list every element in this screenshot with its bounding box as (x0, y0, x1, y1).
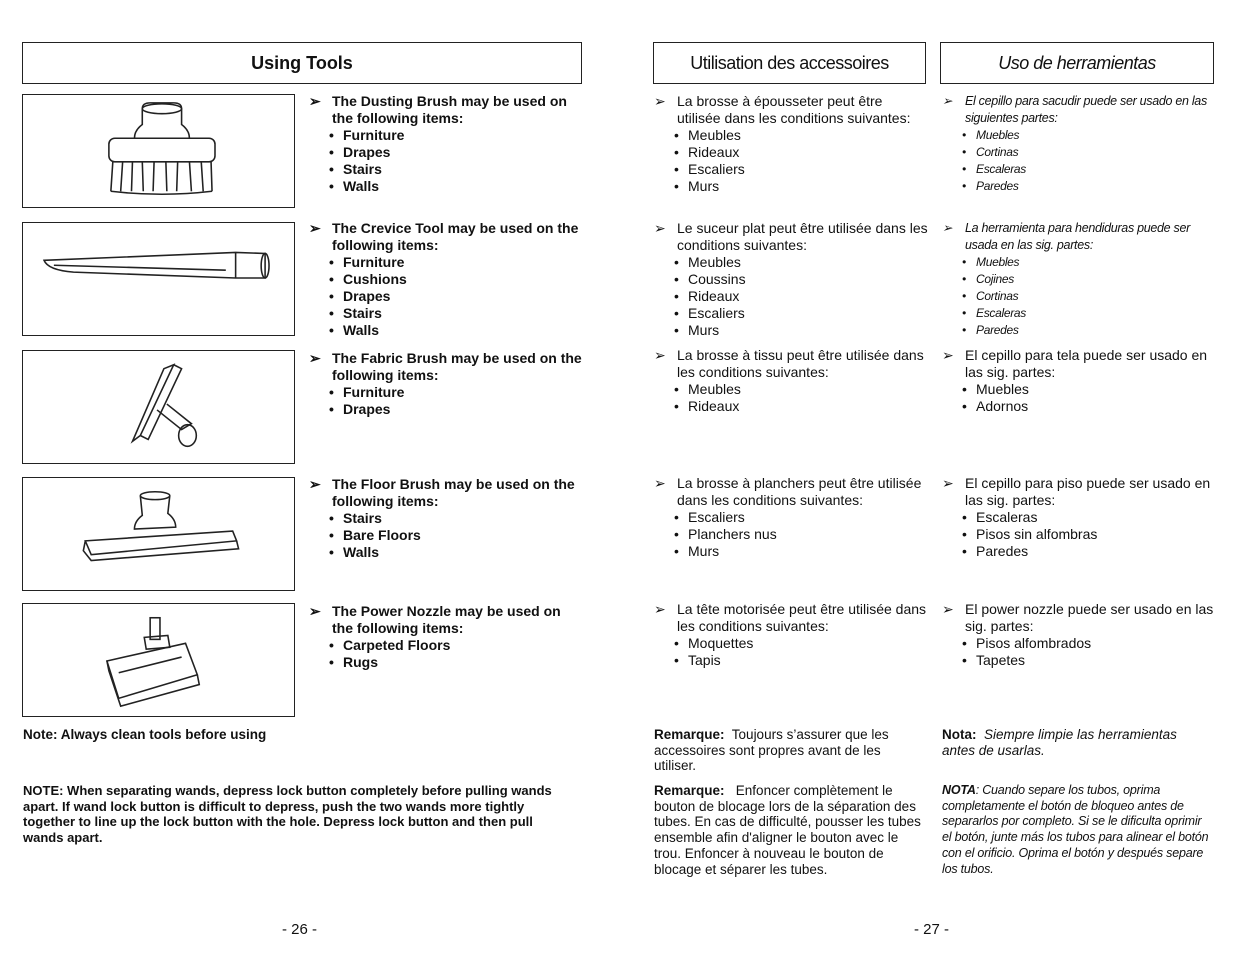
list-item: • Planchers nus (674, 526, 929, 543)
arrow-icon: ➢ (654, 220, 666, 236)
arrow-icon: ➢ (309, 603, 321, 619)
note-wand-es (942, 783, 1210, 877)
text: Nota: (942, 727, 977, 742)
crevice-tool-en (309, 220, 584, 339)
list-item: • Escaliers (674, 161, 929, 178)
arrow-icon: ➢ (309, 93, 321, 109)
text: Remarque: (654, 783, 725, 798)
dusting-brush-fr (654, 93, 929, 195)
list-item: • Cojines (962, 271, 1214, 288)
dusting-brush-image (22, 94, 295, 208)
floor-brush-fr (654, 475, 929, 560)
list-item: • Escaliers (674, 509, 929, 526)
text: El cepillo para piso puede ser usado en las sig. partes: (965, 475, 1211, 508)
list-item: • Paredes (962, 543, 1214, 560)
text: Enfoncer complètement le bouton de blocage lors de la séparation des tubes. En cas de difficulté, pousser les tubes ensemble afin d'aligner le bouton avec le trou. Enfoncer à nouveau le bouton de blocage et séparer les tubes. (654, 783, 921, 877)
note-clean-fr (654, 727, 904, 774)
dusting-brush-icon (23, 95, 294, 207)
crevice-tool-fr (654, 220, 929, 339)
list-item: • Rugs (329, 654, 584, 671)
arrow-icon: ➢ (654, 93, 666, 109)
list-item: • Moquettes (674, 635, 929, 652)
crevice-tool-image (22, 222, 295, 336)
list-item: • Murs (674, 178, 929, 195)
power-nozzle-icon (23, 604, 294, 716)
list-item: • Escaleras (962, 509, 1214, 526)
power-nozzle-es (942, 601, 1214, 669)
floor-brush-icon (23, 478, 294, 590)
fabric-brush-fr (654, 347, 929, 415)
arrow-icon: ➢ (309, 350, 321, 366)
list-item: • Furniture (329, 254, 584, 271)
text: Toujours s’assurer que les accessoires sont propres avant de les utiliser. (654, 727, 889, 774)
text: NOTA (942, 783, 976, 797)
arrow-icon: ➢ (309, 476, 321, 492)
fabric-brush-image (22, 350, 295, 464)
power-nozzle-image (22, 603, 295, 717)
text: The Dusting Brush may be used on the following items: (332, 93, 567, 126)
header-fr: Utilisation des accessoires (653, 42, 926, 84)
list-item: • Drapes (329, 144, 584, 161)
list-item: • Tapetes (962, 652, 1214, 669)
list-item: • Escaleras (962, 161, 1214, 178)
dusting-brush-es (942, 93, 1214, 195)
text: La brosse à épousseter peut être utilisée dans les conditions suivantes: (677, 93, 911, 126)
text: La herramienta para hendiduras puede ser usada en las sig. partes: (965, 221, 1190, 252)
list-item: • Cushions (329, 271, 584, 288)
crevice-tool-icon (23, 223, 294, 335)
floor-brush-es (942, 475, 1214, 560)
text: El cepillo para sacudir puede ser usado en las siguientes partes: (965, 94, 1207, 125)
list-item: • Stairs (329, 305, 584, 322)
header-en: Using Tools (22, 42, 582, 84)
list-item: • Rideaux (674, 288, 929, 305)
list-item: • Furniture (329, 384, 584, 401)
list-item: • Walls (329, 322, 584, 339)
note-wand-fr (654, 783, 922, 877)
list-item: • Meubles (674, 254, 929, 271)
list-item: • Muebles (962, 381, 1214, 398)
list-item: • Escaleras (962, 305, 1214, 322)
list-item: • Murs (674, 322, 929, 339)
text: Remarque: (654, 727, 725, 742)
floor-brush-image (22, 477, 295, 591)
list-item: • Coussins (674, 271, 929, 288)
list-item: • Drapes (329, 288, 584, 305)
arrow-icon: ➢ (654, 475, 666, 491)
fabric-brush-icon (23, 351, 294, 463)
list-item: • Stairs (329, 161, 584, 178)
list-item: • Bare Floors (329, 527, 584, 544)
list-item: • Drapes (329, 401, 584, 418)
text: The Floor Brush may be used on the following items: (332, 476, 575, 509)
list-item: • Walls (329, 544, 584, 561)
text: Siempre limpie las herramientas antes de usarlas. (942, 727, 1177, 758)
fabric-brush-es (942, 347, 1214, 415)
list-item: • Murs (674, 543, 929, 560)
arrow-icon: ➢ (942, 221, 953, 235)
list-item: • Cortinas (962, 144, 1214, 161)
text: La brosse à planchers peut être utilisée dans les conditions suivantes: (677, 475, 922, 508)
text: Le suceur plat peut être utilisée dans les conditions suivantes: (677, 220, 928, 253)
list-item: • Pisos alfombrados (962, 635, 1214, 652)
arrow-icon: ➢ (654, 601, 666, 617)
list-item: • Furniture (329, 127, 584, 144)
floor-brush-en (309, 476, 584, 561)
list-item: • Adornos (962, 398, 1214, 415)
page-number-right: - 27 - (914, 921, 950, 938)
list-item: • Rideaux (674, 144, 929, 161)
note-wand-en: NOTE: When separating wands, depress lock button completely before pulling wands apart. If wand lock button is difficult to depress, push the two wands more tightly together to line up the lock button with the hole. Depress lock button and then pull wands apart. (23, 783, 552, 846)
list-item: • Meubles (674, 127, 929, 144)
list-item: • Muebles (962, 254, 1214, 271)
text: : Cuando separe los tubos, oprima completamente el botón de bloqueo antes de separarlos por completo. Si se le dificulta oprimir el botón, junte más los tubos para alinear el botón con el orificio. Oprima el botón y después separe los tubos. (942, 783, 1209, 876)
text: La brosse à tissu peut être utilisée dans les conditions suivantes: (677, 347, 924, 380)
text: The Crevice Tool may be used on the following items: (332, 220, 579, 253)
power-nozzle-fr (654, 601, 929, 669)
list-item: • Carpeted Floors (329, 637, 584, 654)
power-nozzle-en (309, 603, 584, 671)
list-item: • Tapis (674, 652, 929, 669)
text: El cepillo para tela puede ser usado en las sig. partes: (965, 347, 1208, 380)
list-item: • Stairs (329, 510, 584, 527)
note-clean-es (942, 727, 1204, 758)
note-clean-en: Note: Always clean tools before using (23, 727, 267, 742)
list-item: • Escaliers (674, 305, 929, 322)
arrow-icon: ➢ (942, 601, 954, 617)
arrow-icon: ➢ (309, 220, 321, 236)
list-item: • Paredes (962, 322, 1214, 339)
page-number-left: - 26 - (282, 921, 318, 938)
text: The Fabric Brush may be used on the following items: (332, 350, 582, 383)
list-item: • Meubles (674, 381, 929, 398)
list-item: • Walls (329, 178, 584, 195)
list-item: • Rideaux (674, 398, 929, 415)
crevice-tool-es (942, 220, 1214, 339)
arrow-icon: ➢ (942, 94, 953, 108)
arrow-icon: ➢ (942, 347, 954, 363)
text: The Power Nozzle may be used on the following items: (332, 603, 561, 636)
list-item: • Cortinas (962, 288, 1214, 305)
fabric-brush-en (309, 350, 584, 418)
dusting-brush-en (309, 93, 584, 195)
arrow-icon: ➢ (654, 347, 666, 363)
list-item: • Muebles (962, 127, 1214, 144)
text: La tête motorisée peut être utilisée dans les conditions suivantes: (677, 601, 927, 634)
text: El power nozzle puede ser usado en las sig. partes: (965, 601, 1214, 634)
list-item: • Paredes (962, 178, 1214, 195)
list-item: • Pisos sin alfombras (962, 526, 1214, 543)
header-es: Uso de herramientas (940, 42, 1214, 84)
arrow-icon: ➢ (942, 475, 954, 491)
